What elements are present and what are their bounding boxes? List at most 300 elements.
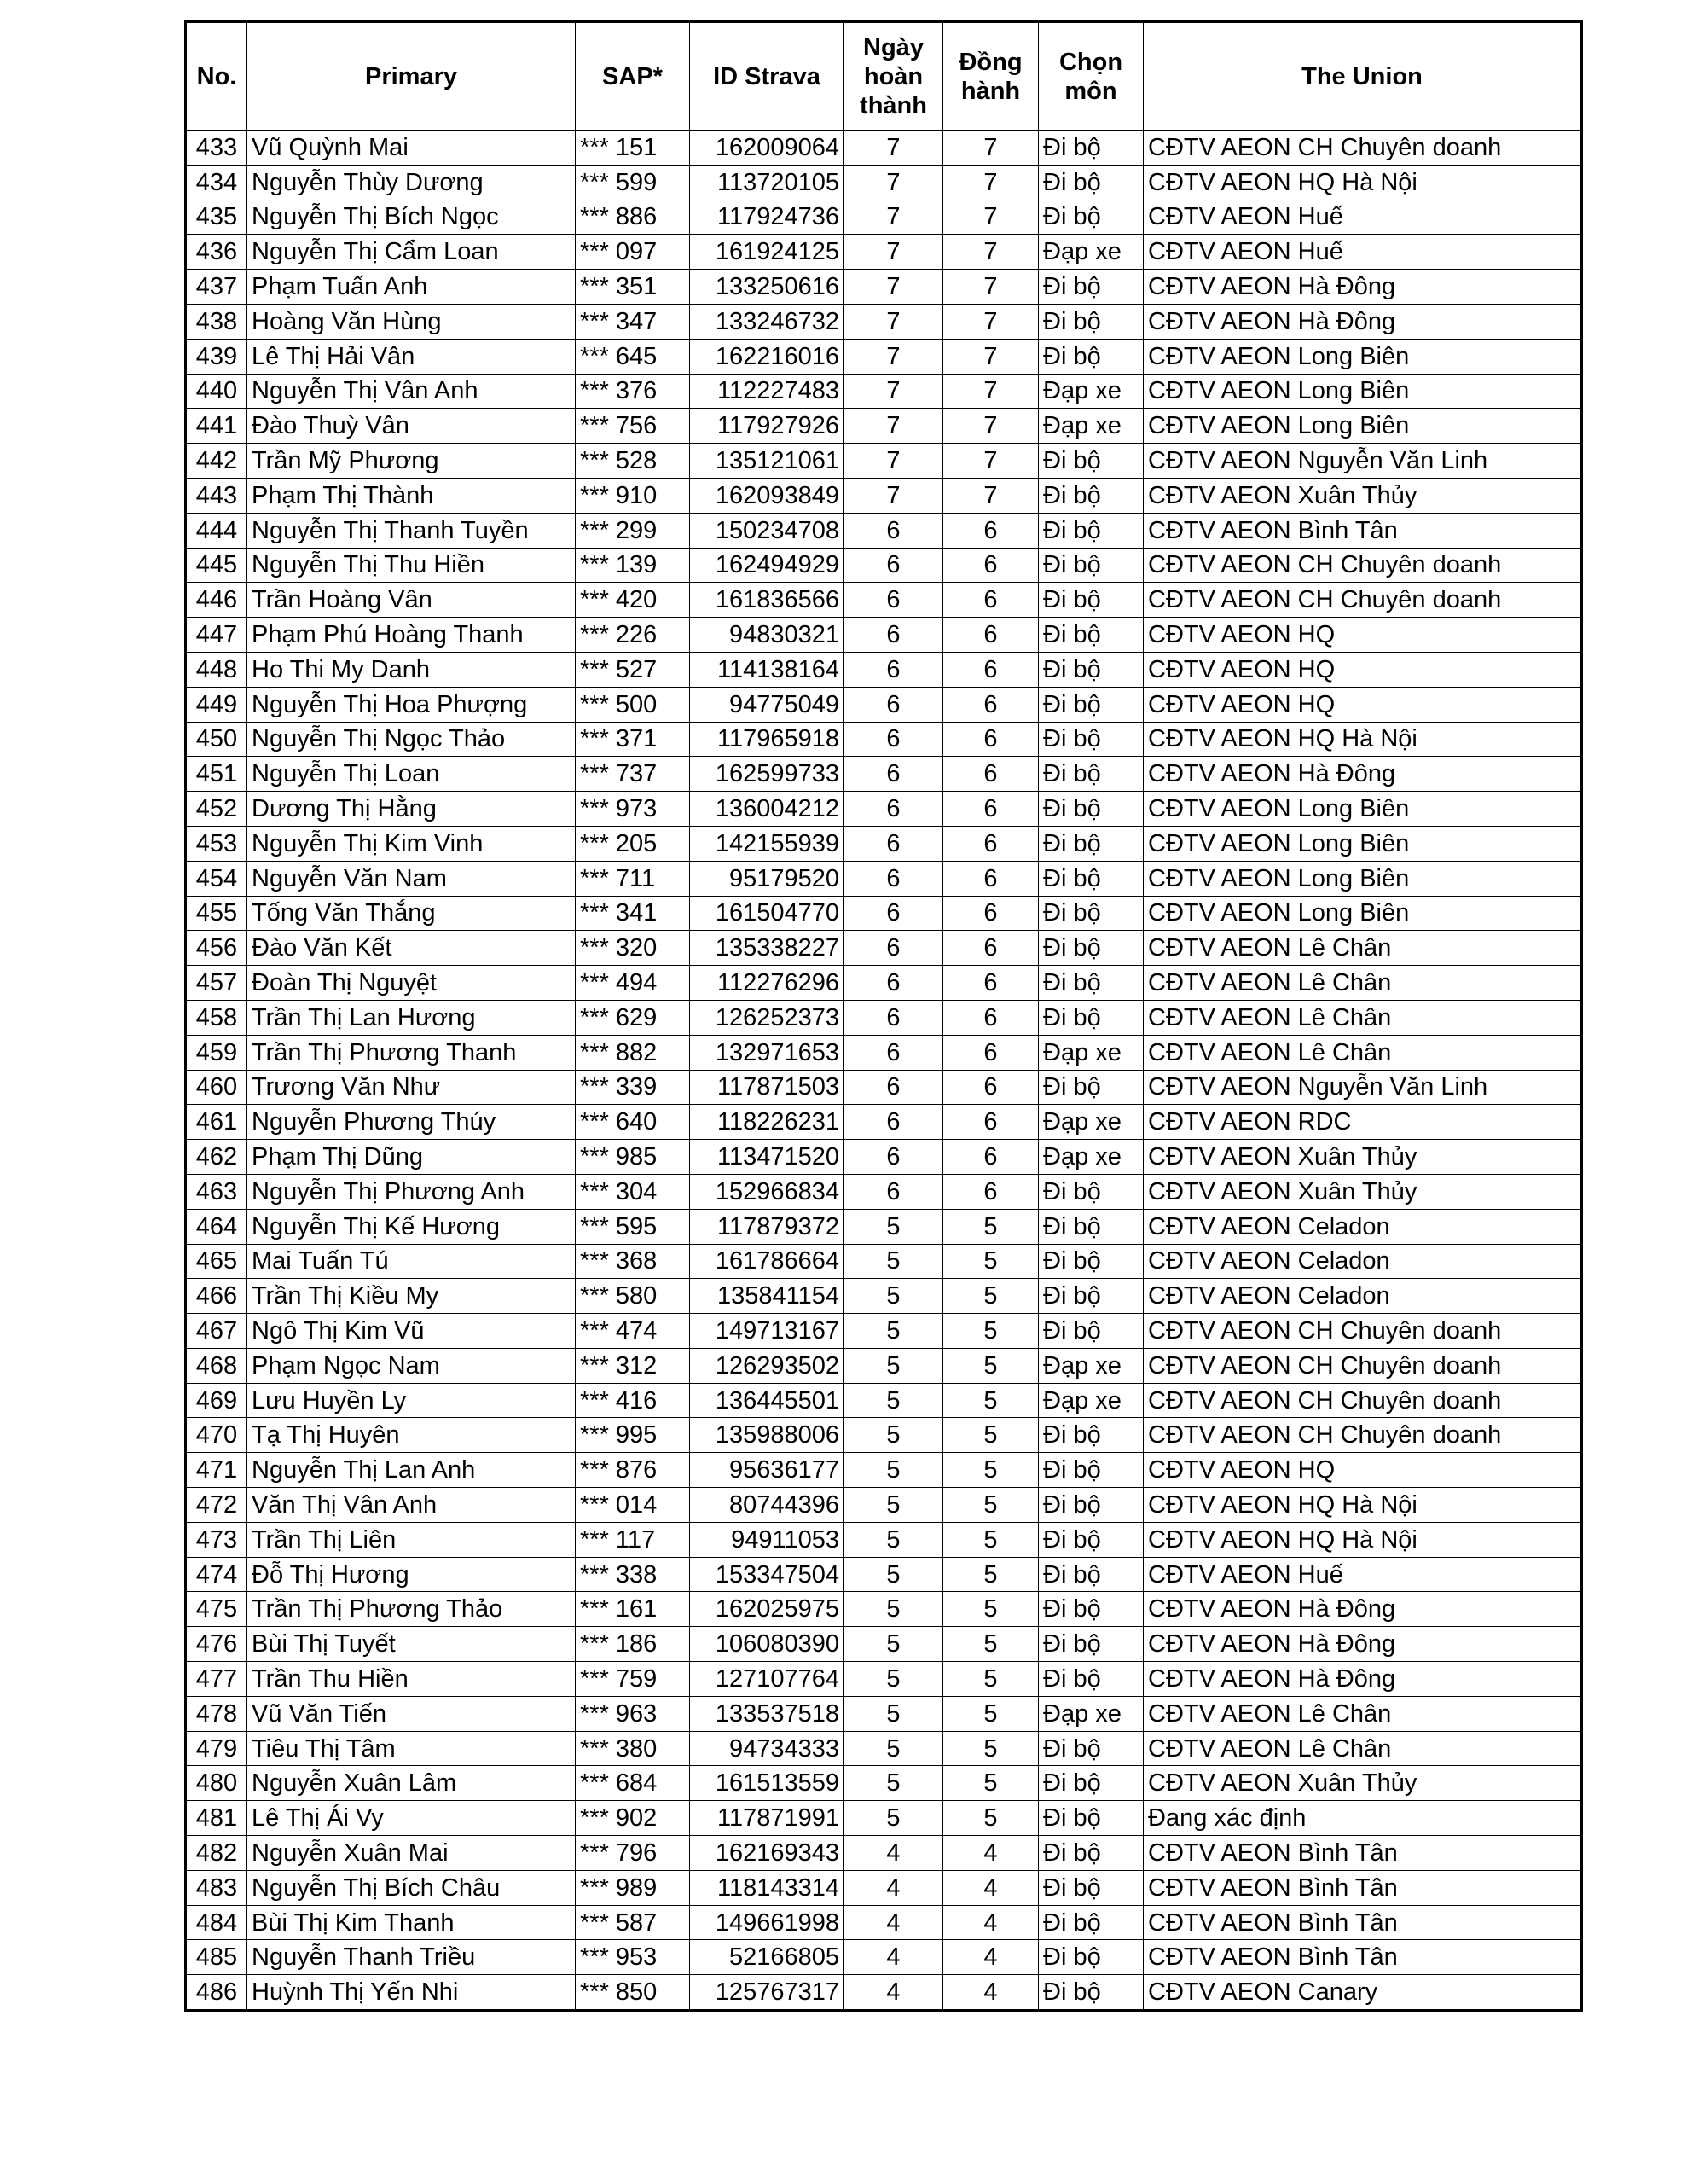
header-row bbox=[186, 22, 1582, 131]
union-name: CĐTV AEON Hà Đông bbox=[1144, 1592, 1582, 1627]
sport-choice: Đạp xe bbox=[1039, 1383, 1144, 1418]
participant-name: Nguyễn Thị Loan bbox=[247, 757, 576, 792]
table-row bbox=[186, 1836, 1582, 1871]
participant-name: Nguyễn Thị Thu Hiền bbox=[247, 548, 576, 583]
sport-choice: Đi bộ bbox=[1039, 1592, 1144, 1627]
days-completed: 4 bbox=[844, 1905, 943, 1940]
companion-count: 5 bbox=[943, 1209, 1039, 1244]
sap-code: *** 186 bbox=[576, 1627, 690, 1662]
sap-code: *** 876 bbox=[576, 1453, 690, 1488]
table-row bbox=[186, 339, 1582, 374]
table-row bbox=[186, 618, 1582, 653]
row-number: 468 bbox=[186, 1348, 247, 1383]
row-number: 453 bbox=[186, 826, 247, 861]
row-number: 483 bbox=[186, 1870, 247, 1905]
strava-id: 94911053 bbox=[690, 1522, 844, 1557]
days-completed: 5 bbox=[844, 1453, 943, 1488]
participant-name: Lê Thị Hải Vân bbox=[247, 339, 576, 374]
sport-choice: Đi bộ bbox=[1039, 1522, 1144, 1557]
participant-name: Trần Thị Phương Thanh bbox=[247, 1035, 576, 1070]
participant-name: Đỗ Thị Hương bbox=[247, 1557, 576, 1592]
union-name: CĐTV AEON Lê Chân bbox=[1144, 966, 1582, 1001]
participant-name: Trần Thị Phương Thảo bbox=[247, 1592, 576, 1627]
table-row bbox=[186, 722, 1582, 757]
days-completed: 7 bbox=[844, 270, 943, 305]
strava-id: 162599733 bbox=[690, 757, 844, 792]
row-number: 455 bbox=[186, 896, 247, 931]
strava-id: 132971653 bbox=[690, 1035, 844, 1070]
companion-count: 5 bbox=[943, 1696, 1039, 1731]
table-row bbox=[186, 687, 1582, 722]
union-name: CĐTV AEON Lê Chân bbox=[1144, 1035, 1582, 1070]
sport-choice: Đi bộ bbox=[1039, 1453, 1144, 1488]
participant-name: Vũ Văn Tiến bbox=[247, 1696, 576, 1731]
days-completed: 6 bbox=[844, 792, 943, 827]
companion-count: 4 bbox=[943, 1836, 1039, 1871]
sport-choice: Đi bộ bbox=[1039, 1314, 1144, 1349]
union-name: Đang xác định bbox=[1144, 1801, 1582, 1836]
companion-count: 7 bbox=[943, 200, 1039, 235]
companion-count: 5 bbox=[943, 1731, 1039, 1766]
participant-name: Nguyễn Thị Thanh Tuyền bbox=[247, 513, 576, 548]
strava-id: 142155939 bbox=[690, 826, 844, 861]
table-row bbox=[186, 1140, 1582, 1175]
companion-count: 5 bbox=[943, 1383, 1039, 1418]
companion-count: 7 bbox=[943, 270, 1039, 305]
companion-count: 6 bbox=[943, 513, 1039, 548]
sap-code: *** 299 bbox=[576, 513, 690, 548]
sport-choice: Đi bộ bbox=[1039, 1627, 1144, 1662]
days-completed: 5 bbox=[844, 1244, 943, 1279]
row-number: 440 bbox=[186, 374, 247, 409]
row-number: 449 bbox=[186, 687, 247, 722]
row-number: 458 bbox=[186, 1000, 247, 1035]
participant-name: Ngô Thị Kim Vũ bbox=[247, 1314, 576, 1349]
union-name: CĐTV AEON CH Chuyên doanh bbox=[1144, 1383, 1582, 1418]
header-companion: Đồng hành bbox=[943, 22, 1039, 131]
row-number: 442 bbox=[186, 444, 247, 479]
sport-choice: Đi bộ bbox=[1039, 618, 1144, 653]
sap-code: *** 796 bbox=[576, 1836, 690, 1871]
sport-choice: Đạp xe bbox=[1039, 235, 1144, 270]
companion-count: 5 bbox=[943, 1801, 1039, 1836]
companion-count: 5 bbox=[943, 1557, 1039, 1592]
sap-code: *** 756 bbox=[576, 409, 690, 444]
table-row bbox=[186, 861, 1582, 896]
sap-code: *** 341 bbox=[576, 896, 690, 931]
sap-code: *** 338 bbox=[576, 1557, 690, 1592]
union-name: CĐTV AEON Hà Đông bbox=[1144, 270, 1582, 305]
participant-name: Nguyễn Thanh Triều bbox=[247, 1940, 576, 1975]
participant-name: Nguyễn Phương Thúy bbox=[247, 1105, 576, 1140]
strava-id: 162216016 bbox=[690, 339, 844, 374]
sport-choice: Đạp xe bbox=[1039, 1035, 1144, 1070]
strava-id: 135338227 bbox=[690, 931, 844, 966]
strava-id: 162009064 bbox=[690, 131, 844, 166]
sap-code: *** 151 bbox=[576, 131, 690, 166]
sap-code: *** 097 bbox=[576, 235, 690, 270]
days-completed: 5 bbox=[844, 1418, 943, 1453]
union-name: CĐTV AEON Lê Chân bbox=[1144, 1696, 1582, 1731]
strava-id: 117879372 bbox=[690, 1209, 844, 1244]
participant-name: Tống Văn Thắng bbox=[247, 896, 576, 931]
companion-count: 4 bbox=[943, 1975, 1039, 2011]
union-name: CĐTV AEON Lê Chân bbox=[1144, 1731, 1582, 1766]
strava-id: 112276296 bbox=[690, 966, 844, 1001]
strava-id: 113471520 bbox=[690, 1140, 844, 1175]
sap-code: *** 347 bbox=[576, 304, 690, 339]
sport-choice: Đi bộ bbox=[1039, 444, 1144, 479]
table-row bbox=[186, 1662, 1582, 1697]
row-number: 434 bbox=[186, 165, 247, 200]
row-number: 448 bbox=[186, 652, 247, 687]
participant-name: Huỳnh Thị Yến Nhi bbox=[247, 1975, 576, 2011]
strava-id: 125767317 bbox=[690, 1975, 844, 2011]
union-name: CĐTV AEON HQ bbox=[1144, 618, 1582, 653]
companion-count: 5 bbox=[943, 1418, 1039, 1453]
table-row bbox=[186, 1000, 1582, 1035]
table-row bbox=[186, 1905, 1582, 1940]
participant-name: Trần Mỹ Phương bbox=[247, 444, 576, 479]
sport-choice: Đi bộ bbox=[1039, 1174, 1144, 1209]
table-row bbox=[186, 1279, 1582, 1314]
sap-code: *** 886 bbox=[576, 200, 690, 235]
days-completed: 6 bbox=[844, 966, 943, 1001]
header-sap: SAP* bbox=[576, 22, 690, 131]
days-completed: 5 bbox=[844, 1696, 943, 1731]
companion-count: 7 bbox=[943, 339, 1039, 374]
participant-name: Nguyễn Thị Cẩm Loan bbox=[247, 235, 576, 270]
days-completed: 7 bbox=[844, 478, 943, 513]
sap-code: *** 989 bbox=[576, 1870, 690, 1905]
row-number: 486 bbox=[186, 1975, 247, 2011]
table-row bbox=[186, 1522, 1582, 1557]
days-completed: 6 bbox=[844, 513, 943, 548]
participant-name: Vũ Quỳnh Mai bbox=[247, 131, 576, 166]
row-number: 466 bbox=[186, 1279, 247, 1314]
companion-count: 6 bbox=[943, 548, 1039, 583]
table-row bbox=[186, 270, 1582, 305]
strava-id: 94775049 bbox=[690, 687, 844, 722]
sport-choice: Đạp xe bbox=[1039, 1696, 1144, 1731]
strava-id: 95179520 bbox=[690, 861, 844, 896]
row-number: 436 bbox=[186, 235, 247, 270]
sap-code: *** 312 bbox=[576, 1348, 690, 1383]
days-completed: 7 bbox=[844, 374, 943, 409]
row-number: 438 bbox=[186, 304, 247, 339]
sap-code: *** 963 bbox=[576, 1696, 690, 1731]
union-name: CĐTV AEON Bình Tân bbox=[1144, 1836, 1582, 1871]
strava-id: 162169343 bbox=[690, 1836, 844, 1871]
sport-choice: Đi bộ bbox=[1039, 131, 1144, 166]
sap-code: *** 953 bbox=[576, 1940, 690, 1975]
table-row bbox=[186, 1766, 1582, 1801]
table-row bbox=[186, 1696, 1582, 1731]
days-completed: 5 bbox=[844, 1348, 943, 1383]
companion-count: 5 bbox=[943, 1766, 1039, 1801]
row-number: 465 bbox=[186, 1244, 247, 1279]
sport-choice: Đi bộ bbox=[1039, 1975, 1144, 2011]
companion-count: 6 bbox=[943, 896, 1039, 931]
row-number: 433 bbox=[186, 131, 247, 166]
sport-choice: Đi bộ bbox=[1039, 1244, 1144, 1279]
row-number: 447 bbox=[186, 618, 247, 653]
days-completed: 6 bbox=[844, 1174, 943, 1209]
table-row bbox=[186, 200, 1582, 235]
strava-id: 161924125 bbox=[690, 235, 844, 270]
participant-name: Văn Thị Vân Anh bbox=[247, 1488, 576, 1523]
table-row bbox=[186, 1870, 1582, 1905]
strava-id: 149661998 bbox=[690, 1905, 844, 1940]
union-name: CĐTV AEON Xuân Thủy bbox=[1144, 478, 1582, 513]
participant-name: Nguyễn Văn Nam bbox=[247, 861, 576, 896]
union-name: CĐTV AEON Bình Tân bbox=[1144, 513, 1582, 548]
sport-choice: Đạp xe bbox=[1039, 409, 1144, 444]
union-name: CĐTV AEON HQ bbox=[1144, 687, 1582, 722]
sap-code: *** 580 bbox=[576, 1279, 690, 1314]
participant-name: Phạm Ngọc Nam bbox=[247, 1348, 576, 1383]
row-number: 450 bbox=[186, 722, 247, 757]
row-number: 437 bbox=[186, 270, 247, 305]
days-completed: 5 bbox=[844, 1627, 943, 1662]
row-number: 435 bbox=[186, 200, 247, 235]
union-name: CĐTV AEON Hà Đông bbox=[1144, 304, 1582, 339]
header-union: The Union bbox=[1144, 22, 1582, 131]
table-row bbox=[186, 652, 1582, 687]
companion-count: 6 bbox=[943, 618, 1039, 653]
row-number: 473 bbox=[186, 1522, 247, 1557]
companion-count: 6 bbox=[943, 826, 1039, 861]
sport-choice: Đi bộ bbox=[1039, 304, 1144, 339]
union-name: CĐTV AEON Huế bbox=[1144, 235, 1582, 270]
companion-count: 5 bbox=[943, 1488, 1039, 1523]
row-number: 481 bbox=[186, 1801, 247, 1836]
table-row bbox=[186, 757, 1582, 792]
table-row bbox=[186, 131, 1582, 166]
strava-id: 113720105 bbox=[690, 165, 844, 200]
companion-count: 4 bbox=[943, 1870, 1039, 1905]
union-name: CĐTV AEON Lê Chân bbox=[1144, 1000, 1582, 1035]
table-row bbox=[186, 548, 1582, 583]
strava-id: 149713167 bbox=[690, 1314, 844, 1349]
strava-id: 117965918 bbox=[690, 722, 844, 757]
sap-code: *** 737 bbox=[576, 757, 690, 792]
sap-code: *** 640 bbox=[576, 1105, 690, 1140]
row-number: 452 bbox=[186, 792, 247, 827]
union-name: CĐTV AEON CH Chuyên doanh bbox=[1144, 131, 1582, 166]
companion-count: 6 bbox=[943, 966, 1039, 1001]
companion-count: 5 bbox=[943, 1627, 1039, 1662]
companion-count: 6 bbox=[943, 757, 1039, 792]
days-completed: 7 bbox=[844, 444, 943, 479]
strava-id: 161513559 bbox=[690, 1766, 844, 1801]
table-row bbox=[186, 1627, 1582, 1662]
union-name: CĐTV AEON CH Chuyên doanh bbox=[1144, 1348, 1582, 1383]
table-row bbox=[186, 165, 1582, 200]
strava-id: 126293502 bbox=[690, 1348, 844, 1383]
participant-name: Trần Thị Kiều My bbox=[247, 1279, 576, 1314]
sap-code: *** 117 bbox=[576, 1522, 690, 1557]
union-name: CĐTV AEON Celadon bbox=[1144, 1209, 1582, 1244]
row-number: 467 bbox=[186, 1314, 247, 1349]
participant-name: Nguyễn Thị Bích Châu bbox=[247, 1870, 576, 1905]
sport-choice: Đi bộ bbox=[1039, 1836, 1144, 1871]
row-number: 471 bbox=[186, 1453, 247, 1488]
strava-id: 135121061 bbox=[690, 444, 844, 479]
strava-id: 161836566 bbox=[690, 583, 844, 618]
companion-count: 7 bbox=[943, 235, 1039, 270]
participant-name: Phạm Thị Thành bbox=[247, 478, 576, 513]
participant-name: Tiêu Thị Tâm bbox=[247, 1731, 576, 1766]
strava-id: 126252373 bbox=[690, 1000, 844, 1035]
sport-choice: Đi bộ bbox=[1039, 1766, 1144, 1801]
days-completed: 5 bbox=[844, 1731, 943, 1766]
days-completed: 5 bbox=[844, 1383, 943, 1418]
days-completed: 5 bbox=[844, 1279, 943, 1314]
sap-code: *** 910 bbox=[576, 478, 690, 513]
participant-name: Ho Thi My Danh bbox=[247, 652, 576, 687]
participant-name: Trần Thị Liên bbox=[247, 1522, 576, 1557]
companion-count: 7 bbox=[943, 478, 1039, 513]
participants-table bbox=[184, 20, 1583, 2012]
sap-code: *** 500 bbox=[576, 687, 690, 722]
participant-name: Nguyễn Thị Vân Anh bbox=[247, 374, 576, 409]
companion-count: 4 bbox=[943, 1905, 1039, 1940]
table-row bbox=[186, 1975, 1582, 2011]
union-name: CĐTV AEON Bình Tân bbox=[1144, 1870, 1582, 1905]
sap-code: *** 380 bbox=[576, 1731, 690, 1766]
sport-choice: Đi bộ bbox=[1039, 1557, 1144, 1592]
table-body bbox=[186, 131, 1582, 2011]
row-number: 478 bbox=[186, 1696, 247, 1731]
header-no: No. bbox=[186, 22, 247, 131]
sport-choice: Đi bộ bbox=[1039, 165, 1144, 200]
union-name: CĐTV AEON Long Biên bbox=[1144, 792, 1582, 827]
sport-choice: Đi bộ bbox=[1039, 1209, 1144, 1244]
table-row bbox=[186, 409, 1582, 444]
days-completed: 5 bbox=[844, 1209, 943, 1244]
union-name: CĐTV AEON HQ Hà Nội bbox=[1144, 1522, 1582, 1557]
participant-name: Bùi Thị Kim Thanh bbox=[247, 1905, 576, 1940]
days-completed: 7 bbox=[844, 200, 943, 235]
sap-code: *** 320 bbox=[576, 931, 690, 966]
sap-code: *** 985 bbox=[576, 1140, 690, 1175]
union-name: CĐTV AEON HQ Hà Nội bbox=[1144, 1488, 1582, 1523]
days-completed: 6 bbox=[844, 1035, 943, 1070]
participant-name: Đào Thuỳ Vân bbox=[247, 409, 576, 444]
sap-code: *** 371 bbox=[576, 722, 690, 757]
union-name: CĐTV AEON Canary bbox=[1144, 1975, 1582, 2011]
sport-choice: Đi bộ bbox=[1039, 1279, 1144, 1314]
sap-code: *** 587 bbox=[576, 1905, 690, 1940]
days-completed: 4 bbox=[844, 1940, 943, 1975]
union-name: CĐTV AEON Nguyễn Văn Linh bbox=[1144, 1070, 1582, 1105]
sport-choice: Đi bộ bbox=[1039, 1940, 1144, 1975]
companion-count: 6 bbox=[943, 861, 1039, 896]
row-number: 446 bbox=[186, 583, 247, 618]
participant-name: Nguyễn Thị Kim Vinh bbox=[247, 826, 576, 861]
days-completed: 4 bbox=[844, 1975, 943, 2011]
days-completed: 5 bbox=[844, 1314, 943, 1349]
days-completed: 5 bbox=[844, 1766, 943, 1801]
participant-name: Tạ Thị Huyên bbox=[247, 1418, 576, 1453]
companion-count: 7 bbox=[943, 165, 1039, 200]
sap-code: *** 629 bbox=[576, 1000, 690, 1035]
sap-code: *** 973 bbox=[576, 792, 690, 827]
sap-code: *** 645 bbox=[576, 339, 690, 374]
strava-id: 162494929 bbox=[690, 548, 844, 583]
header-strava-id: ID Strava bbox=[690, 22, 844, 131]
union-name: CĐTV AEON CH Chuyên doanh bbox=[1144, 1314, 1582, 1349]
strava-id: 153347504 bbox=[690, 1557, 844, 1592]
strava-id: 161786664 bbox=[690, 1244, 844, 1279]
days-completed: 6 bbox=[844, 757, 943, 792]
table-row bbox=[186, 513, 1582, 548]
table-row bbox=[186, 583, 1582, 618]
strava-id: 117924736 bbox=[690, 200, 844, 235]
union-name: CĐTV AEON Bình Tân bbox=[1144, 1905, 1582, 1940]
strava-id: 118143314 bbox=[690, 1870, 844, 1905]
participant-name: Nguyễn Thị Kế Hương bbox=[247, 1209, 576, 1244]
union-name: CĐTV AEON HQ bbox=[1144, 652, 1582, 687]
row-number: 444 bbox=[186, 513, 247, 548]
sport-choice: Đi bộ bbox=[1039, 966, 1144, 1001]
companion-count: 6 bbox=[943, 1035, 1039, 1070]
strava-id: 162025975 bbox=[690, 1592, 844, 1627]
strava-id: 135841154 bbox=[690, 1279, 844, 1314]
participant-name: Trương Văn Như bbox=[247, 1070, 576, 1105]
sport-choice: Đi bộ bbox=[1039, 792, 1144, 827]
union-name: CĐTV AEON Long Biên bbox=[1144, 896, 1582, 931]
companion-count: 6 bbox=[943, 687, 1039, 722]
days-completed: 6 bbox=[844, 1105, 943, 1140]
days-completed: 6 bbox=[844, 931, 943, 966]
row-number: 484 bbox=[186, 1905, 247, 1940]
sap-code: *** 368 bbox=[576, 1244, 690, 1279]
row-number: 477 bbox=[186, 1662, 247, 1697]
union-name: CĐTV AEON Hà Đông bbox=[1144, 757, 1582, 792]
days-completed: 6 bbox=[844, 722, 943, 757]
table-row bbox=[186, 1244, 1582, 1279]
union-name: CĐTV AEON HQ Hà Nội bbox=[1144, 722, 1582, 757]
sport-choice: Đi bộ bbox=[1039, 478, 1144, 513]
strava-id: 52166805 bbox=[690, 1940, 844, 1975]
row-number: 457 bbox=[186, 966, 247, 1001]
companion-count: 5 bbox=[943, 1662, 1039, 1697]
union-name: CĐTV AEON Xuân Thủy bbox=[1144, 1766, 1582, 1801]
participant-name: Lê Thị Ái Vy bbox=[247, 1801, 576, 1836]
days-completed: 5 bbox=[844, 1488, 943, 1523]
days-completed: 7 bbox=[844, 304, 943, 339]
companion-count: 4 bbox=[943, 1940, 1039, 1975]
days-completed: 6 bbox=[844, 583, 943, 618]
union-name: CĐTV AEON Lê Chân bbox=[1144, 931, 1582, 966]
strava-id: 106080390 bbox=[690, 1627, 844, 1662]
days-completed: 6 bbox=[844, 896, 943, 931]
union-name: CĐTV AEON Celadon bbox=[1144, 1244, 1582, 1279]
header-days-completed: Ngày hoàn thành bbox=[844, 22, 943, 131]
strava-id: 136445501 bbox=[690, 1383, 844, 1418]
participant-name: Phạm Thị Dũng bbox=[247, 1140, 576, 1175]
participant-name: Trần Thu Hiền bbox=[247, 1662, 576, 1697]
table-row bbox=[186, 1557, 1582, 1592]
union-name: CĐTV AEON Xuân Thủy bbox=[1144, 1174, 1582, 1209]
row-number: 463 bbox=[186, 1174, 247, 1209]
participant-name: Phạm Phú Hoàng Thanh bbox=[247, 618, 576, 653]
sport-choice: Đi bộ bbox=[1039, 652, 1144, 687]
sap-code: *** 599 bbox=[576, 165, 690, 200]
row-number: 460 bbox=[186, 1070, 247, 1105]
